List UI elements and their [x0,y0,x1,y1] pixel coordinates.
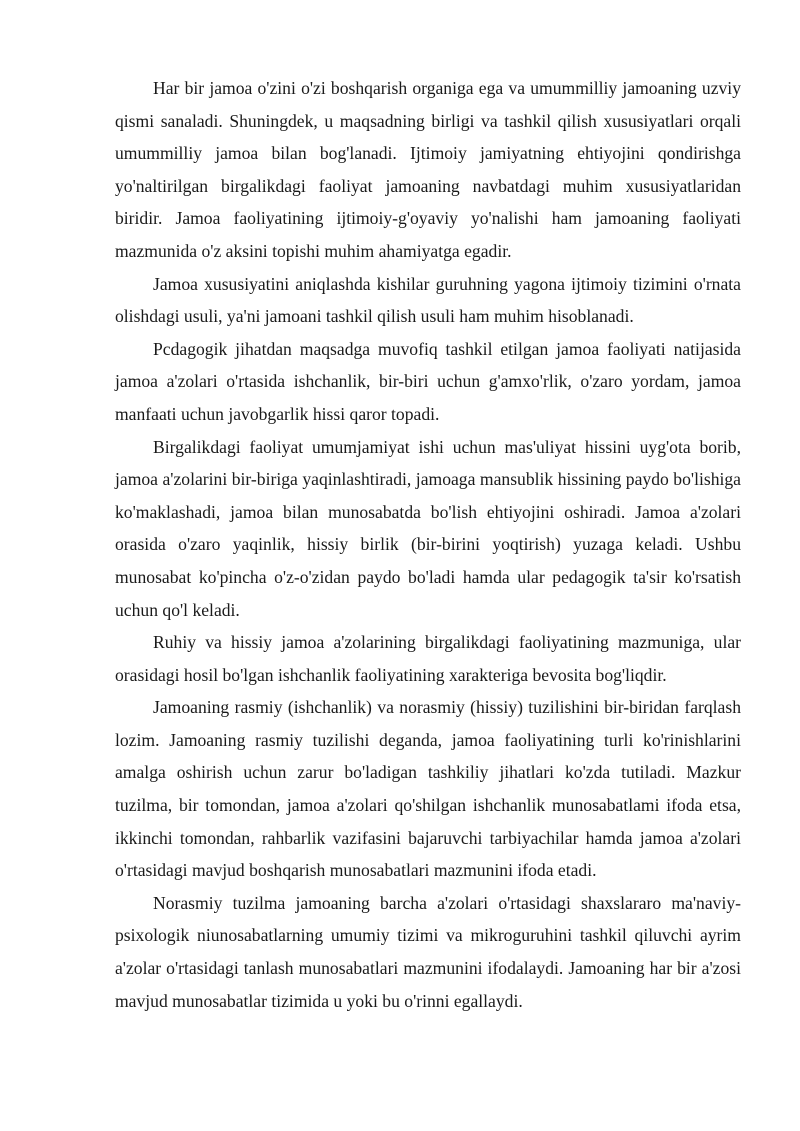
paragraph-1: Har bir jamoa o'zini o'zi boshqarish organiga ega va umummilliy jamoaning uzviy qismi sanaladi. Shuningdek, u maqsadning birligi va tashkil qilish xususiyatlari orqali umummilliy jamoa bilan bog'lanadi. Ijtimoiy jamiyatning ehtiyojini qondirishga yo'naltirilgan birgalikdagi faoliyat jamoaning navbatdagi muhim xususiyatlaridan biridir. Jamoa faoliyatining ijtimoiy-g'oyaviy yo'nalishi ham jamoaning faoliyati mazmunida o'z aksini topishi muhim ahamiyatga egadir. [115,78,741,261]
paragraph-4: Birgalikdagi faoliyat umumjamiyat ishi uchun mas'uliyat hissini uyg'ota borib, jamoa a'zolarini bir-biriga yaqinlashtiradi, jamoaga mansublik hissining paydo bo'lishiga ko'maklashadi, jamoa bilan munosabatda bo'lish ehtiyojini oshiradi. Jamoa a'zolari orasida o'zaro yaqinlik, hissiy birlik (bir-birini yoqtirish) yuzaga keladi. Ushbu munosabat ko'pincha o'z-o'zidan paydo bo'ladi hamda ular pedagogik ta'sir ko'rsatish uchun qo'l keladi. [115,436,741,620]
document-page [115,72,741,1017]
paragraph-7: Norasmiy tuzilma jamoaning barcha a'zolari o'rtasidagi shaxslararo ma'naviy-psixologik niunosabatlarning umumiy tizimi va mikroguruhini tashkil qiluvchi ayrim a'zolar o'rtasidagi tanlash munosabatlari mazmunini ifodalaydi. Jamoaning har bir a'zosi mavjud munosabatlar tizimida u yoki bu o'rinni egallaydi. [115,892,741,1011]
paragraph-6: Jamoaning rasmiy (ishchanlik) va norasmiy (hissiy) tuzilishini bir-biridan farqlash lozim. Jamoaning rasmiy tuzilishi deganda, jamoa faoliyatining turli ko'rinishlarini amalga oshirish uchun zarur bo'ladigan tashkiliy jihatlari ko'zda tutiladi. Mazkur tuzilma, bir tomondan, jamoa a'zolari qo'shilgan ishchanlik munosabatlami ifoda etsa, ikkinchi tomondan, rahbarlik vazifasini bajaruvchi tarbiyachilar hamda jamoa a'zolari o'rtasidagi mavjud boshqarish munosabatlari mazmunini ifoda etadi. [115,697,741,881]
paragraph-2: Jamoa xususiyatini aniqlashda kishilar guruhning yagona ijtimoiy tizimini o'rnata olishdagi usuli, ya'ni jamoani tashkil qilish usuli ham muhim hisoblanadi. [115,273,741,327]
paragraph-5: Ruhiy va hissiy jamoa a'zolarining birgalikdagi faoliyatining mazmuniga, ular orasidagi hosil bo'lgan ishchanlik faoliyatining xarakteriga bevosita bog'liqdir. [115,632,741,685]
paragraph-3: Pcdagogik jihatdan maqsadga muvofiq tashkil etilgan jamoa faoliyati natijasida jamoa a'zolari o'rtasida ishchanlik, bir-biri uchun g'amxo'rlik, o'zaro yordam, jamoa manfaati uchun javobgarlik hissi qaror topadi. [115,338,741,424]
